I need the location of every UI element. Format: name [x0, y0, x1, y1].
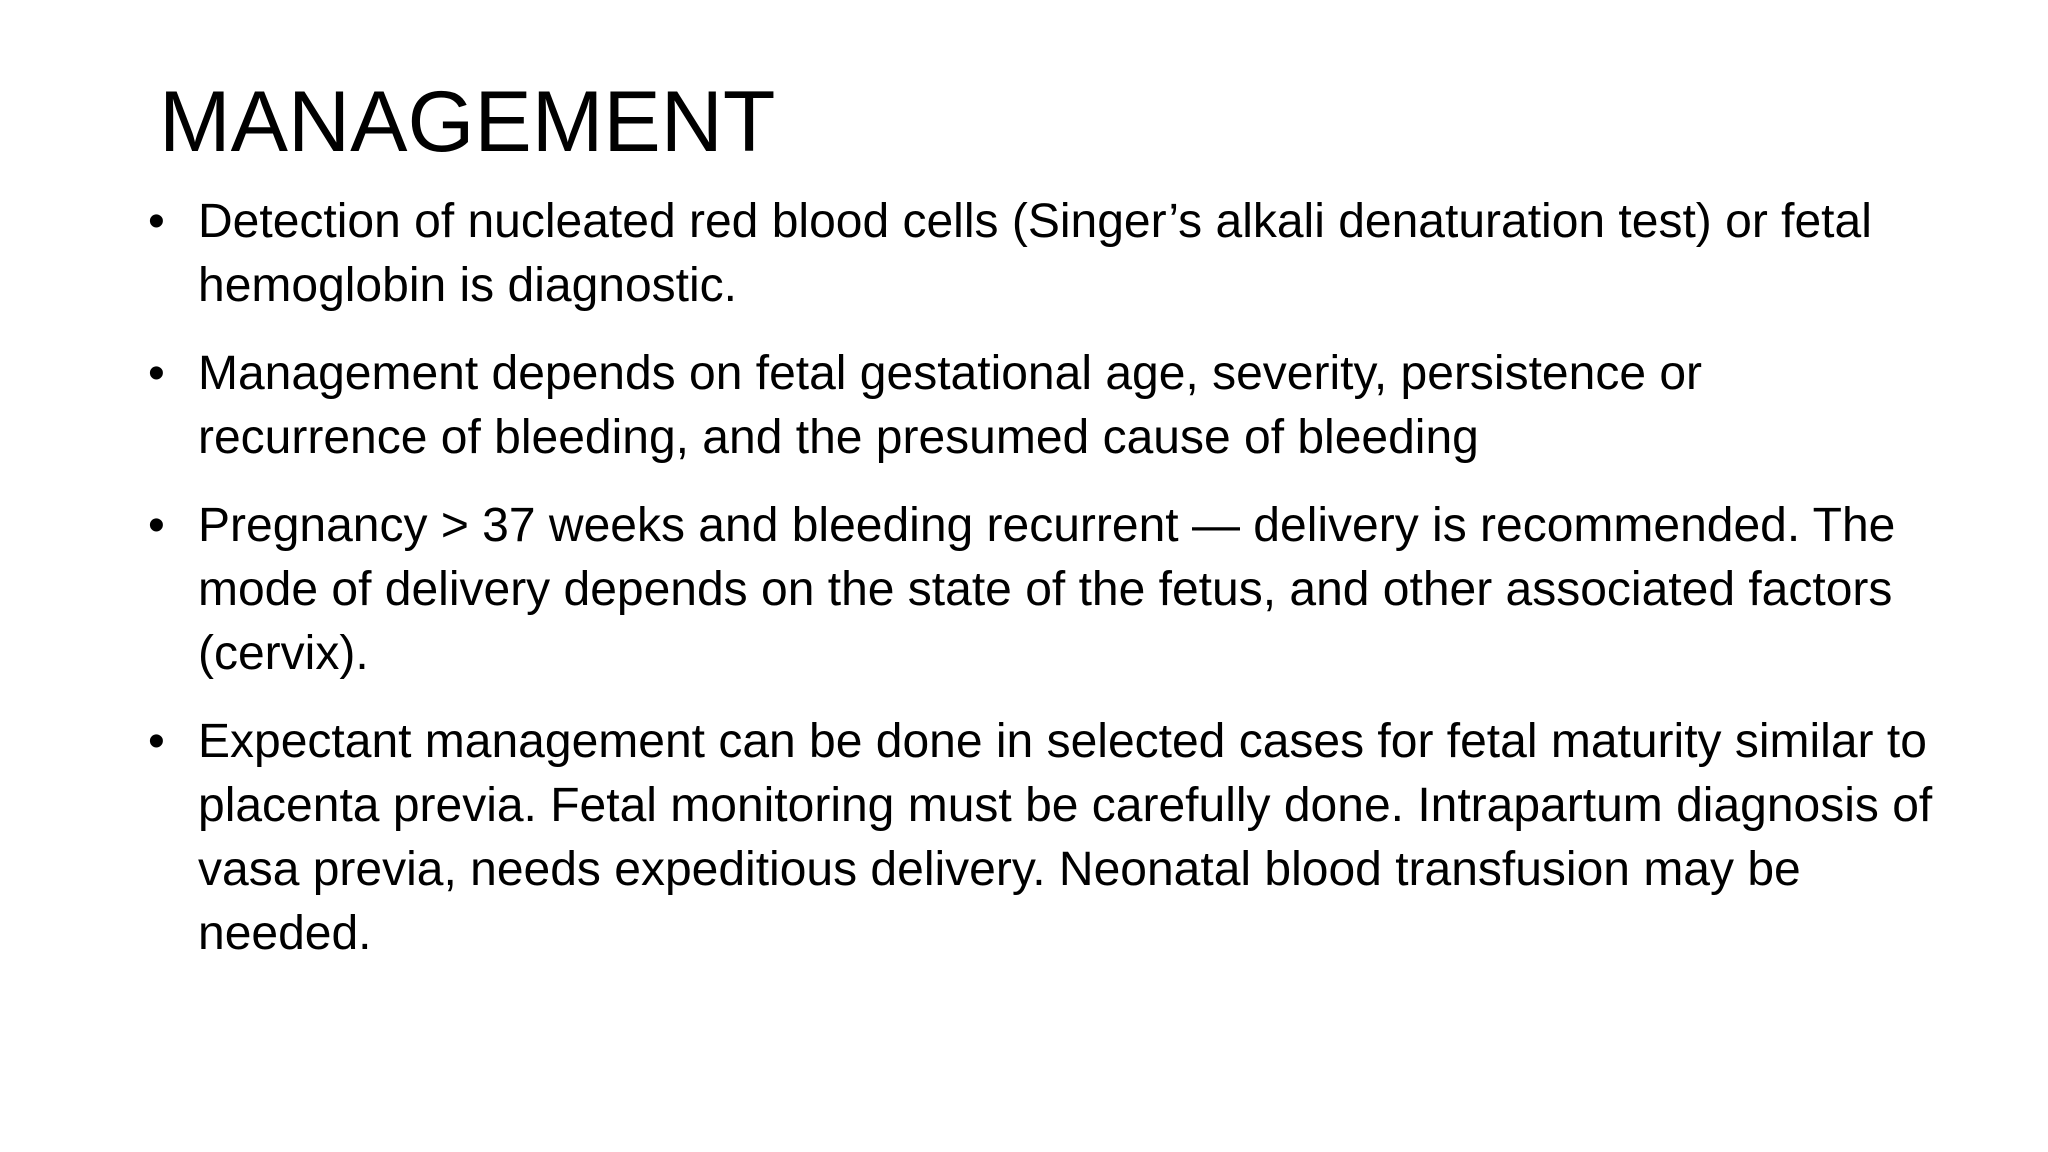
bullet-dot-icon: • — [148, 715, 165, 768]
slide-title: MANAGEMENT — [159, 74, 776, 170]
bullet-list — [148, 190, 1938, 990]
bullet-text: Management depends on fetal gestational age, severity, persistence or recurrence of bleeding, and the presumed cause of bleeding — [198, 347, 1703, 464]
bullet-text: Pregnancy > 37 weeks and bleeding recurrent — delivery is recommended. The mode of delivery depends on the state of the fetus, and other associated factors (cervix). — [198, 499, 1896, 680]
bullet-text: Expectant management can be done in selected cases for fetal maturity similar to placenta previa. Fetal monitoring must be carefully done. Intrapartum diagnosis of vasa previa, needs expeditious delivery. Neonatal blood transfusion may be needed. — [198, 715, 1933, 960]
bullet-item — [148, 190, 1938, 318]
bullet-item — [148, 710, 1938, 966]
bullet-text: Detection of nucleated red blood cells (Singer’s alkali denaturation test) or fetal hemoglobin is diagnostic. — [198, 195, 1872, 312]
bullet-dot-icon: • — [148, 347, 165, 400]
bullet-item — [148, 342, 1938, 470]
bullet-item — [148, 494, 1938, 686]
bullet-dot-icon: • — [148, 499, 165, 552]
bullet-dot-icon: • — [148, 195, 165, 248]
